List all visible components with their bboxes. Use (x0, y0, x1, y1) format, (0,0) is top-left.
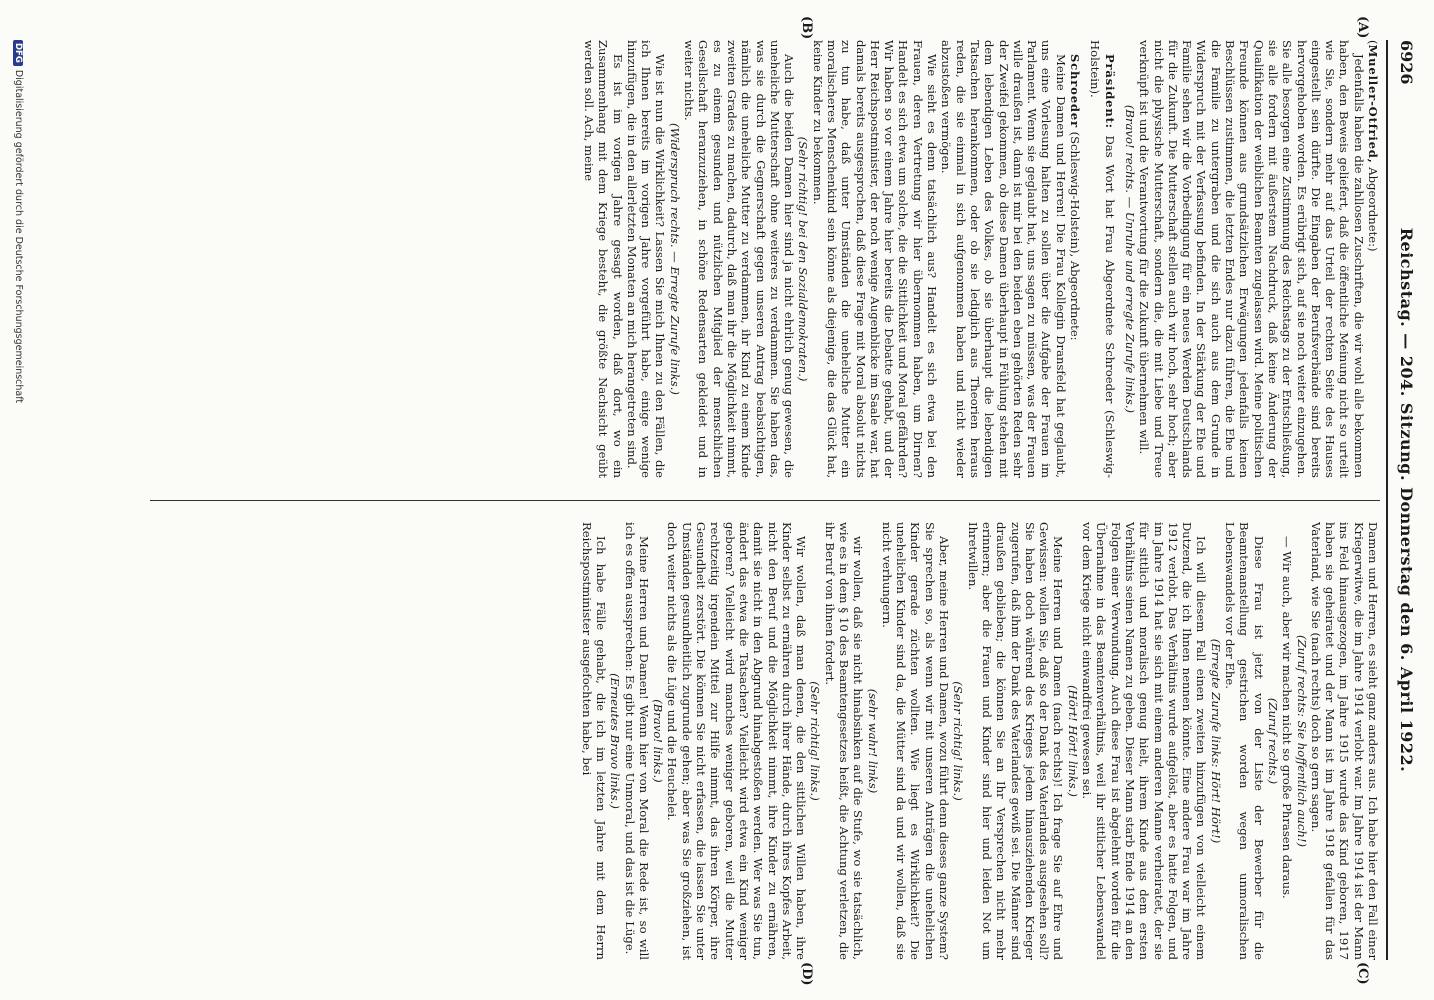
paragraph: Meine Herren und Damen! Wenn hier von Moral die Rede ist, so will ich es offen aussprechen: Es gibt nur eine Unmoral, und das ist die Lüge. (622, 522, 651, 960)
speaker-role: (Schleswig-Holstein), Abgeordnete: (1068, 131, 1083, 341)
paragraph: Diese Frau ist jetzt von der Liste der Bewerber für die Beamtenanstellung gestrichen worden wegen unmoralischen Lebenswandels vor der Ehe. (1223, 522, 1266, 960)
left-column (150, 40, 1380, 478)
interjection: (Zuruf rechts.) (1265, 697, 1280, 785)
interjection: (Bravo! rechts. — Unruhe und erregte Zurufe links.) (1122, 104, 1137, 414)
interjection: (Hört! Hört! links.) (1065, 685, 1080, 797)
paragraph: Es ist im vorigen Jahre gesagt worden, daß dort, wo ein Zusammenhang mit dem Kriege besteht, die größte Nachsicht geübt werden soll. Ach, meine (581, 40, 625, 478)
speaker-name: Präsident: (1102, 54, 1117, 129)
paragraph: Auch die beiden Damen hier sind ja nicht ehrlich genug gewesen, die uneheliche Mutterschaft ohne weiteres zu verdammen. Sie haben das, was sie durch die Gegnerschaft gegen unseren Antrag beabsichtigen, nämlich die uneheliche Mutter zu verdammen, ihr Kind zu einem Kinde zweiten Grades zu machen, dadurch, daß man ihr die Möglichkeit nimmt, es zu einem gesunden und nützlichen Mitglied der menschlichen Gesellschaft heranzuziehen, in schöne Redensarten gekleidet und in weiter nichts. (682, 40, 797, 478)
speaker-role: Abgeordnete: (1366, 167, 1380, 248)
speaker-name: Mueller-Otfried, (1366, 44, 1380, 164)
margin-marker-b: (B) (799, 16, 814, 40)
interjection: (Erregte Zurufe links: Hört! Hört!) (1208, 638, 1223, 844)
speaker-name: Schroeder (1068, 54, 1083, 128)
margin-marker-d: (D) (799, 962, 814, 986)
interjection: (Zuruf rechts: Sie hoffentlich auch!) (1294, 634, 1309, 848)
interjection: (sehr wahr! links) (865, 688, 880, 794)
paragraph: — Wir auch, aber wir machen nicht so große Phrasen daraus. (1280, 536, 1295, 899)
paragraph: Aber, meine Herren und Damen, wozu führt denn dieses ganze System? Sie sprechen so, als wenn wir mit unseren Anträgen die unehelichen Kinder gerade züchten wollten. Wie liegt es Wirklichkeit? Die unehelichen Kinder sind da, die Mütter sind da und wir wollen, daß sie nicht verhungern. (879, 522, 952, 960)
paragraph: Wie sieht es denn tatsächlich aus? Handelt es sich etwa bei den Frauen, deren Vertretung wir hier übernommen haben, um Dirnen? Handelt es sich etwa um solche, die die Sittlichkeit und Moral gefährden? Wir haben so vor einem Jahre hier bereits die Debatte gehabt, und der Herr Reichspostminister, der noch wenige Augenblicke im Saale war, hat damals bereits ausgesprochen, daß diese Frage mit Moral absolut nichts zu tun habe, daß unter Umständen die uneheliche Mutter ein moralischeres Menschenkind sein könne als diejenige, die das Glück hat, keine Kinder zu bekommen. (810, 40, 940, 478)
dfg-logo-icon: DFG (13, 40, 23, 66)
running-title: Reichstag. — 204. Sitzung. Donnerstag den 6. April 1922. (1397, 227, 1416, 773)
interjection: (Sehr richtig! links.) (951, 681, 966, 801)
paragraph: Ich habe Fälle gehabt, die ich im letzten Jahre mit dem Herrn Reichspostminister ausgefochten habe, bei (579, 522, 608, 960)
paragraph: (Mueller-Otfried, Abgeordnete:) (1366, 40, 1380, 252)
paragraph: wir wollen, daß sie nicht hinabsinken auf die Stufe, wo sie tatsächlich, wie es in dem § 10 des Beamtengesetzes heißt, die Achtung verletzen, die ihr Beruf von ihnen fordert. (822, 522, 866, 960)
paragraph (1088, 40, 1117, 478)
interjection: (Erneutes Bravo links.) (608, 673, 623, 809)
column-divider (150, 500, 1380, 501)
paragraph: Wir wollen, daß man denen, die den sittlichen Willen haben, ihre Kinder selbst zu ernähren durch ihrer Hände, durch ihres Kopfes Arbeit, nicht den Beruf und die Möglichkeit nimmt, ihre Kinder zu ernähren, damit sie nicht in den Abgrund hinabgestoßen werden. Wer was Sie tun, ändert das etwa die Tatsachen? Vielleicht wird etwa ein Kind weniger geboren? Vielleicht wird manches weniger geboren, weil die Mutter rechtzeitig irgendein Mittel zur Hilfe nimmt, das ihren Körper, ihre Gesundheit zerstört. Die können Sie nicht erfassen, die lassen Sie unter Umständen gesundheitlich zugrunde gehen; aber was Sie großziehen, ist doch weiter nichts als die Lüge und die Heuchelei. (665, 522, 809, 960)
margin-marker-a: (A) (1355, 16, 1370, 39)
paragraph: Wie ist nun die Wirklichkeit? Lassen Sie mich Ihnen zu den Fällen, die ich Ihnen bereits im vorigen Jahre vorgeführt habe, einige wenige hinzufügen, die in den allerletzten Monaten an mich herangetreten sind. (624, 40, 668, 478)
funding-note: Digitalisierung gefördert durch die Deutsche Forschungsgemeinschaft (13, 69, 24, 404)
interjection: (Sehr richtig! links.) (808, 681, 823, 801)
paragraph: Ich will diesem Fall einen zweiten hinzufügen von vielleicht einem Dutzend, die ich Ihnen nennen könnte. Eine andere Frau war im Jahre 1912 verlobt. Das Verhältnis wurde aufgelöst, aber es hatte Folgen, und im Jahre 1914 hat sie sich mit einem anderen Manne verheiratet, der sie für sittlich und moralisch genug hielt, ihrem Kinde aus dem ersten Verhältnis seinen Namen zu geben. Dieser Mann starb Ende 1914 an den Folgen einer Verwundung. Auch diese Frau ist abgelehnt worden für die Übernahme in das Beamtenverhältnis, weil ihr sittlicher Lebenswandel vor dem Kriege nicht einwandfrei gewesen sei. (1080, 522, 1209, 960)
interjection: (Widerspruch rechts. — Erregte Zurufe links.) (667, 123, 682, 395)
funding-footer (13, 40, 24, 960)
paragraph: Damen und Herren, es sieht ganz anders aus. Ich habe hier den Fall einer Kriegerwitwe, die im Jahre 1914 verlobt war. Im Jahre 1914 ist der Mann ins Feld hinausgezogen, im Jahre 1915 wurde das Kind geboren, 1917 haben sie geheiratet und der Mann ist im Jahre 1918 gefallen für das Vaterland, wie Sie (nach rechts) doch so gern sagen. (1308, 522, 1380, 960)
paragraph: Meine Damen und Herren! Die Frau Kollegin Dransfeld hat geglaubt, uns eine Vorlesung halten zu sollen über die Aufgabe der Frauen im Parlament. Wenn sie geglaubt hat, uns sagen zu müssen, was der Frauen wille draußen ist, dann ist mir bei den beiden eben gehörten Reden sehr der Zweifel gekommen, ob diese Damen überhaupt in Fühlung stehen mit dem lebendigen Leben des Volkes, ob sie überhaupt die lebendigen Tatsachen herankommen, oder ob sie lediglich aus Theorien heraus reden, die sie einmal in sich aufgenommen haben und nicht wieder abzustoßen vermögen. (939, 40, 1068, 478)
interjection: (Sehr richtig! bei den Sozialdemokraten.) (796, 136, 811, 382)
margin-marker-c: (C) (1355, 962, 1370, 985)
interjection: (Bravo! links.) (651, 699, 666, 783)
paragraph (1068, 40, 1082, 478)
paragraph: Meine Herren und Damen (nach rechts)! Ich frage Sie auf Ehre und Gewissen: wollen Sie, daß so der Dank des Vaterlandes ausgesehen soll? Sie haben doch während des Krieges jedem hinausziehenden Krieger zugerufen, daß ihm der Dank des Vaterlandes gewiß sei. Die Männer sind draußen geblieben; die können Sie an Ihr Versprechen nicht mehr erinnern; aber die Frauen und Kinder sind hier und leiden Not um Ihretwillen. (965, 522, 1066, 960)
paragraph-text: Das Wort hat Frau Abgeordnete Schroeder (Schleswig-Holstein). (1088, 40, 1117, 478)
running-header (1386, 40, 1422, 960)
paragraph: Jedenfalls haben die zahllosen Zuschriften, die wir wohl alle bekommen haben, den Beweis geliefert, daß die öffentliche Meinung nicht so urteilt wie Sie, sondern mehr auf das Urteil der rechten Seite des Hauses eingestellt sein dürfte. Die Eingaben der Berufsverbände sind bereits hervorgehoben worden. Es erübrigt sich, auf sie noch weiter einzugehen. Sie alle besorgen eine Zustimmung des Reichstags zu der Entschließung, sie alle fordern mit äußerstem Nachdruck, daß keine Änderung der Qualifikation der weiblichen Beamten zugelassen wird. Meine politischen Freunde können aus grundsätzlichen Erwägungen jedenfalls keinen Beschlüssen zustimmen, die letzten Endes nur dazu führen, die Ehe und die Familie zu untergraben und die sich auch aus dem Grunde in Widerspruch mit der Verfassung befinden. In der Stärkung der Ehe und Familie sehen wir die Vorbedingung für ein neues Werden Deutschlands für die Zukunft. Die Mutterschaft stellen auch wir hoch, sehr hoch; aber nicht die physische Mutterschaft, sondern die, die mit Liebe und Treue verknüpft ist und die Verantwortung für die Zukunft übernehmen will. (1137, 40, 1366, 478)
page-number: 6926 (1397, 40, 1416, 85)
right-column (150, 522, 1380, 960)
